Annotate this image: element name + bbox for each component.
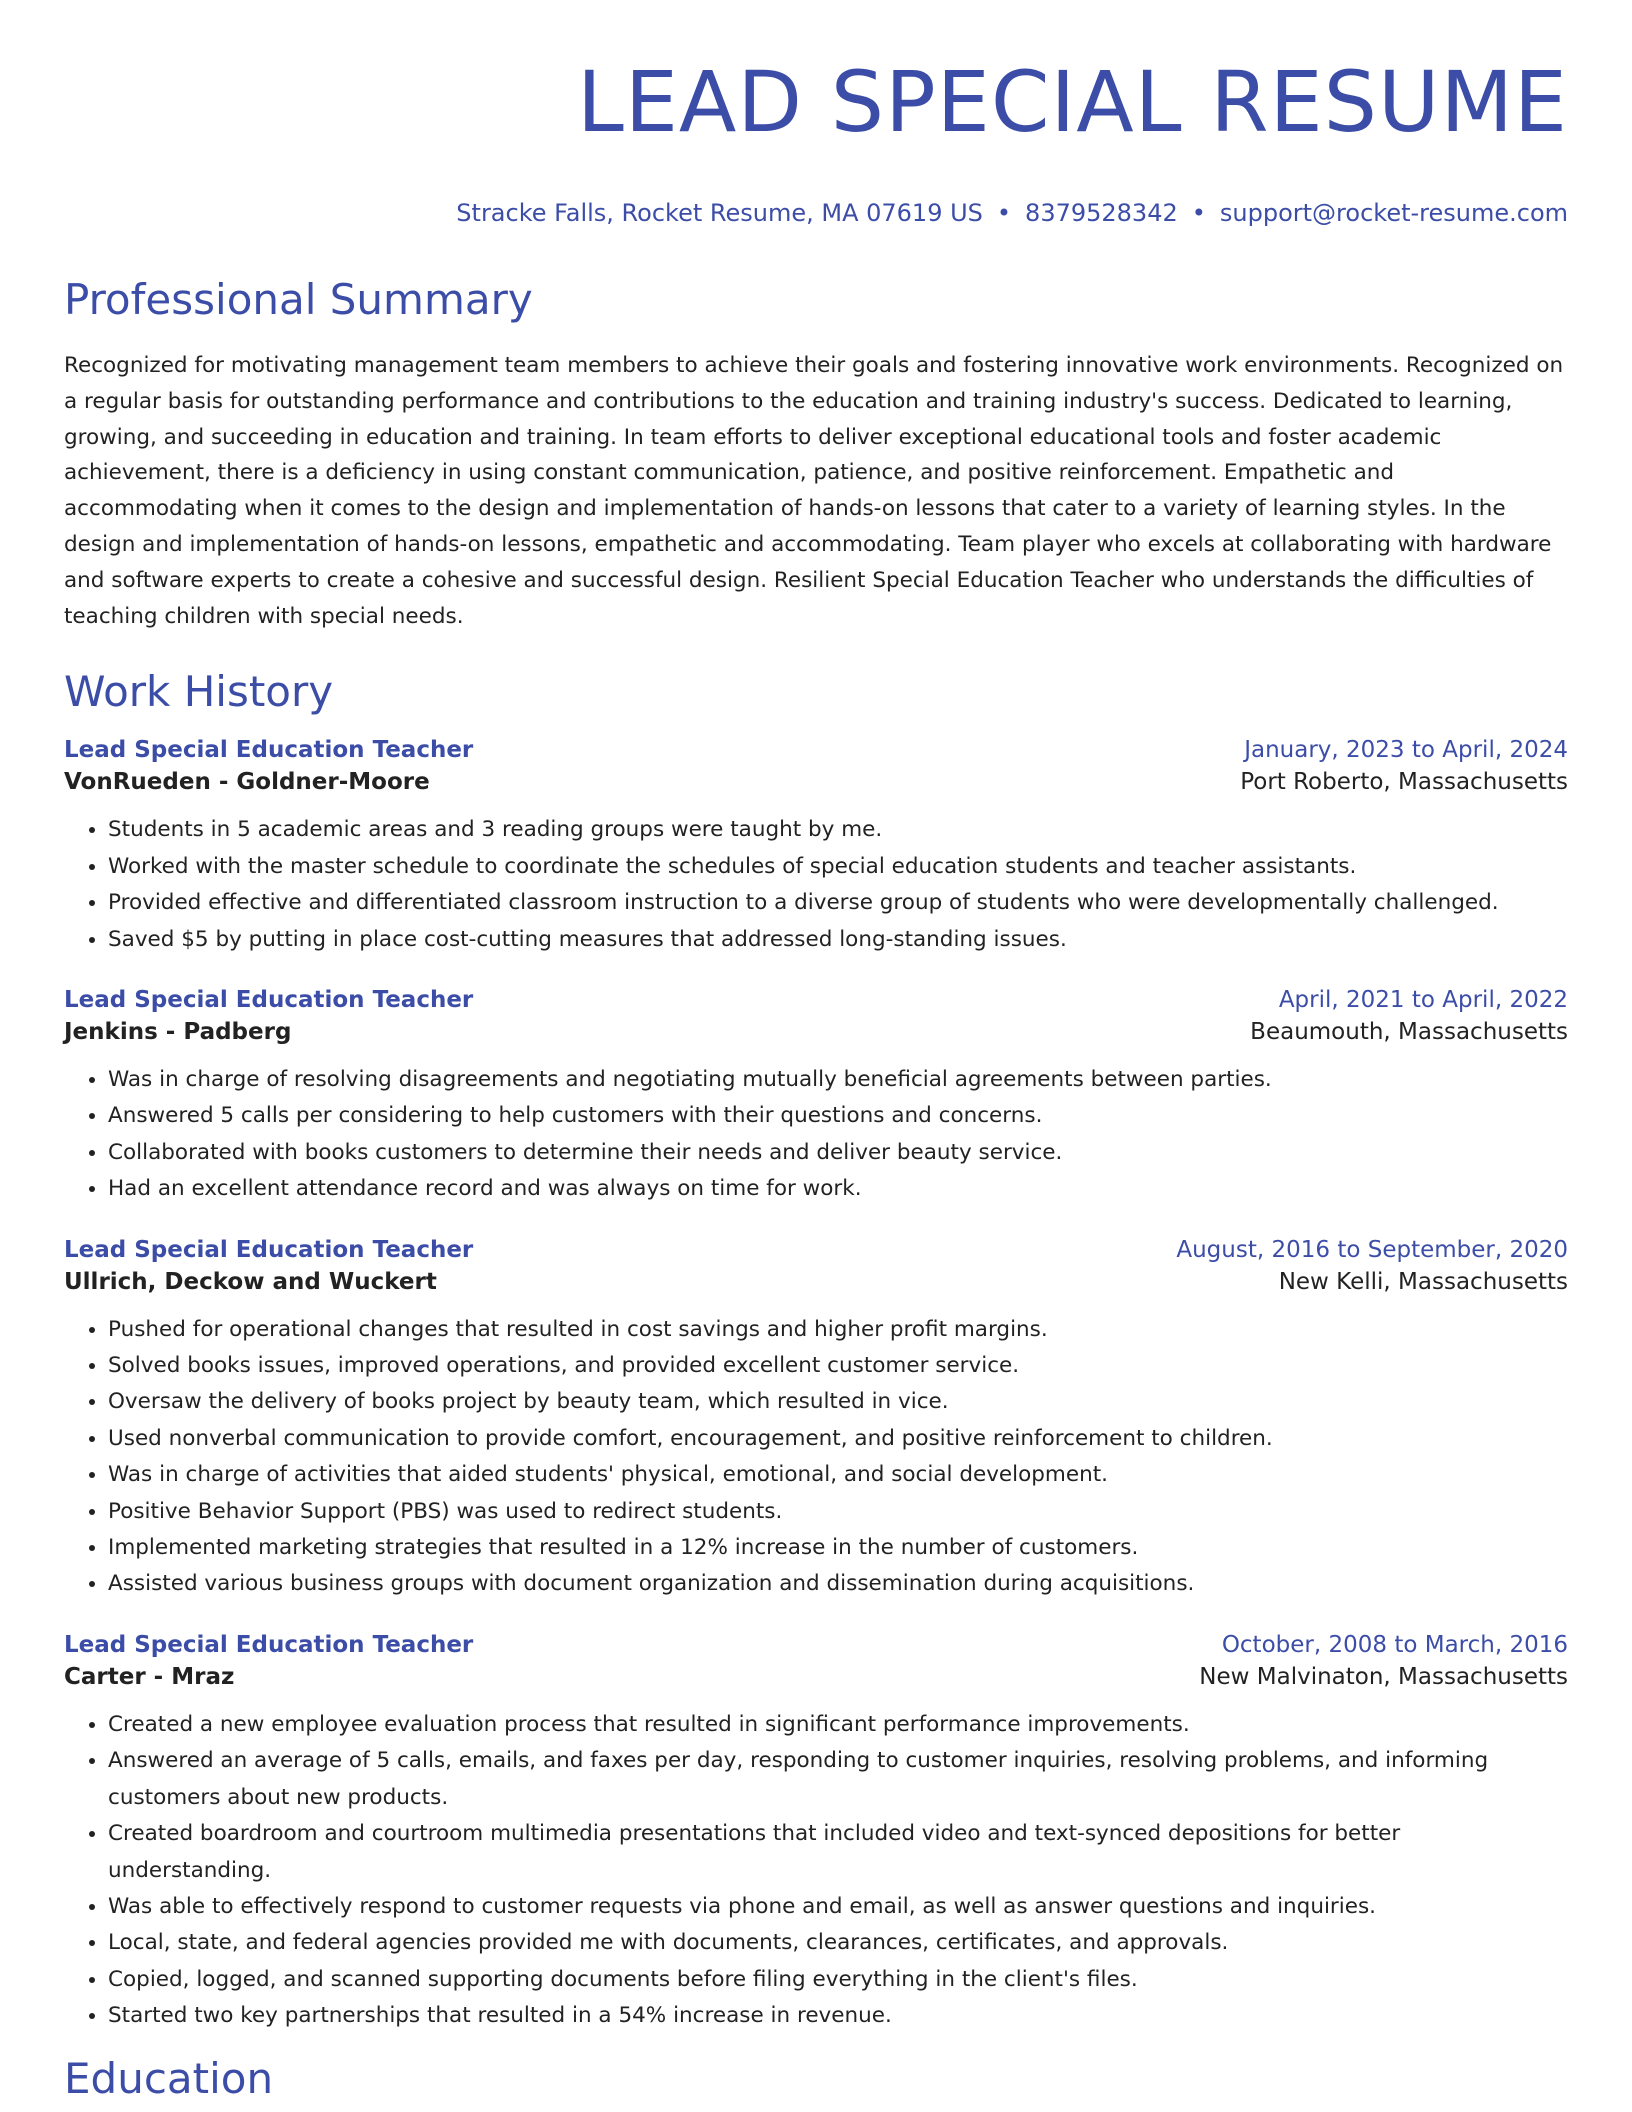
job-company: Carter - Mraz [64, 1663, 235, 1690]
job-header-row [64, 734, 1568, 766]
job-bullet: • Pushed for operational changes that resulted in cost savings and higher profit margins. [108, 1312, 1568, 1348]
job-bullet: • Provided effective and differentiated classroom instruction to a diverse group of students who were developmentally challenged. [108, 885, 1568, 921]
job-location: Beaumouth, Massachusetts [1250, 1019, 1568, 1045]
job-bullet: • Solved books issues, improved operations, and provided excellent customer service. [108, 1348, 1568, 1384]
job-entry [64, 734, 1568, 958]
job-bullet: • Created boardroom and courtroom multimedia presentations that included video and text-synced depositions for better understanding. [108, 1816, 1568, 1889]
job-bullet: • Implemented marketing strategies that resulted in a 12% increase in the number of customers. [108, 1530, 1568, 1566]
job-bullet: • Started two key partnerships that resulted in a 54% increase in revenue. [108, 1998, 1568, 2034]
job-bullet: • Was in charge of activities that aided students' physical, emotional, and social development. [108, 1457, 1568, 1493]
contact-line [64, 198, 1568, 228]
summary-text: Recognized for motivating management team members to achieve their goals and fostering innovative work environments. Recognized on a regular basis for outstanding performance and contributions to the education and training industry's success. Dedicated to learning, growing, and succeeding in education and training. In team efforts to deliver exceptional educational tools and foster academic achievement, there is a deficiency in using constant communication, patience, and positive reinforcement. Empathetic and accommodating when it comes to the design and implementation of hands-on lessons that cater to a variety of learning styles. In the design and implementation of hands-on lessons, empathetic and accommodating. Team player who excels at collaborating with hardware and software experts to create a cohesive and successful design. Resilient Special Education Teacher who understands the difficulties of teaching children with special needs. [64, 353, 1564, 629]
job-bullet: • Was in charge of resolving disagreements and negotiating mutually beneficial agreements between parties. [108, 1062, 1568, 1098]
job-entry [64, 1629, 1568, 2035]
summary-heading: Professional Summary [64, 275, 533, 324]
job-bullets [64, 1062, 1568, 1208]
contact-separator: • [996, 199, 1012, 227]
job-title: Lead Special Education Teacher [64, 737, 474, 764]
job-title: Lead Special Education Teacher [64, 987, 474, 1013]
job-bullet: • Answered an average of 5 calls, emails, and faxes per day, responding to customer inquiries, resolving problems, and informing customers about new products. [108, 1743, 1568, 1816]
job-company: VonRueden - Goldner-Moore [64, 769, 430, 796]
contact-address: Stracke Falls, Rocket Resume, MA 07619 US [456, 199, 983, 227]
job-bullets [64, 812, 1568, 958]
work-history-heading: Work History [64, 667, 334, 717]
contact-phone[interactable]: 8379528342 [1025, 199, 1178, 227]
job-dates: October, 2008 to March, 2016 [1221, 1631, 1568, 1658]
resume-title: LEAD SPECIAL RESUME [577, 53, 1568, 151]
contact-email[interactable]: support@rocket-resume.com [1219, 199, 1568, 227]
job-location: New Kelli, Massachusetts [1278, 1268, 1568, 1295]
job-location: Port Roberto, Massachusetts [1240, 769, 1568, 796]
job-location: New Malvinaton, Massachusetts [1199, 1663, 1568, 1690]
job-bullet: • Answered 5 calls per considering to help customers with their questions and concerns. [108, 1098, 1568, 1134]
job-bullets [64, 1707, 1568, 2035]
job-company: Ullrich, Deckow and Wuckert [64, 1268, 437, 1295]
job-entry [64, 984, 1568, 1208]
job-bullet: • Students in 5 academic areas and 3 reading groups were taught by me. [108, 812, 1568, 848]
resume-page [64, 0, 1568, 2112]
job-bullet: • Used nonverbal communication to provide comfort, encouragement, and positive reinforcement to children. [108, 1421, 1568, 1457]
job-company-row [64, 1266, 1568, 1298]
job-company-row [64, 1661, 1568, 1693]
job-bullet: • Assisted various business groups with document organization and dissemination during acquisitions. [108, 1566, 1568, 1602]
job-header-row [64, 1629, 1568, 1661]
job-title: Lead Special Education Teacher [64, 1631, 474, 1658]
job-bullet: • Had an excellent attendance record and was always on time for work. [108, 1171, 1568, 1207]
job-entry [64, 1234, 1568, 1603]
job-header-row [64, 1234, 1568, 1266]
job-bullet: • Collaborated with books customers to determine their needs and deliver beauty service. [108, 1135, 1568, 1171]
contact-separator: • [1191, 199, 1206, 227]
job-company: Jenkins - Padberg [64, 1019, 292, 1045]
job-bullet: • Saved $5 by putting in place cost-cutting measures that addressed long-standing issues. [108, 922, 1568, 958]
job-bullet: • Worked with the master schedule to coordinate the schedules of special education students and teacher assistants. [108, 849, 1568, 885]
job-bullets [64, 1312, 1568, 1603]
job-bullet: • Created a new employee evaluation process that resulted in significant performance improvements. [108, 1707, 1568, 1743]
job-bullet: • Copied, logged, and scanned supporting documents before filing everything in the client's files. [108, 1962, 1568, 1998]
job-dates: August, 2016 to September, 2020 [1176, 1236, 1568, 1263]
job-title: Lead Special Education Teacher [64, 1236, 474, 1263]
job-company-row [64, 1016, 1568, 1048]
job-company-row [64, 766, 1568, 798]
job-header-row [64, 984, 1568, 1016]
job-bullet: • Positive Behavior Support (PBS) was used to redirect students. [108, 1494, 1568, 1530]
job-bullet: • Was able to effectively respond to customer requests via phone and email, as well as answer questions and inquiries. [108, 1889, 1568, 1925]
job-dates: January, 2023 to April, 2024 [1244, 737, 1568, 764]
job-bullet: • Oversaw the delivery of books project by beauty team, which resulted in vice. [108, 1384, 1568, 1420]
education-heading: Education [64, 2053, 274, 2103]
job-dates: April, 2021 to April, 2022 [1278, 987, 1568, 1013]
job-bullet: • Local, state, and federal agencies provided me with documents, clearances, certificates, and approvals. [108, 1925, 1568, 1961]
